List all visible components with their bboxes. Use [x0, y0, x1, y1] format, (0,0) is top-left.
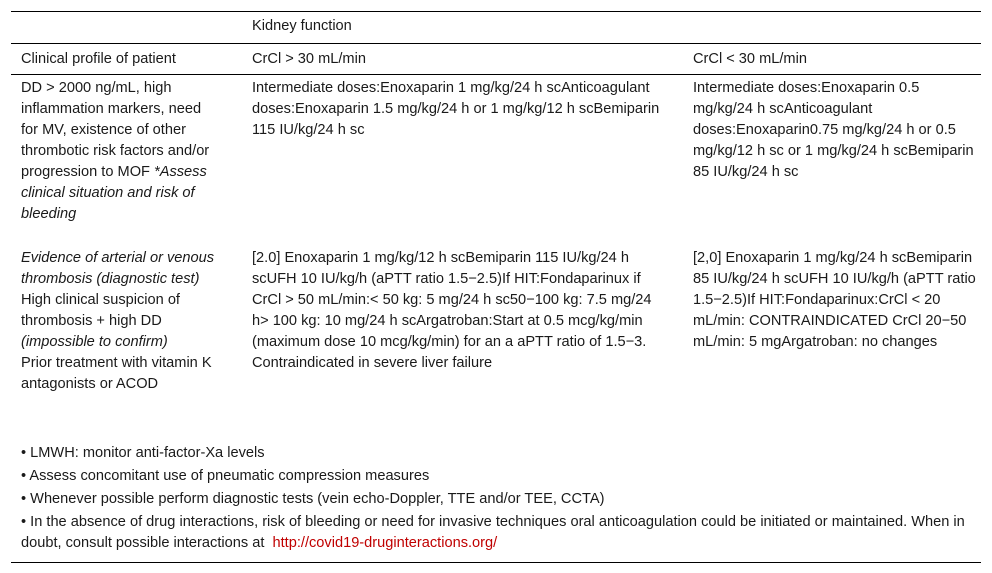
column-header-crcl-lt30: CrCl < 30 mL/min — [693, 51, 807, 67]
table-bottom-rule — [11, 562, 981, 563]
subheader-rule — [11, 74, 981, 75]
row2-clinical-profile — [21, 248, 216, 395]
row2-crcl-gt30-dosing: [2.0] Enoxaparin 1 mg/kg/12 h scBemiparin 115 IU/kg/24 h scUFH 10 IU/kg/h (aPTT ratio 1.5−2.5)If HIT:Fondaparinux if CrCl > 50 mL/min:< 50 kg: 5 mg/24 h sc50−100 kg: 7.5 mg/24 h> 100 kg: 10 mg/24 h scArgatroban:Start at 0.5 mcg/kg/min (maximum dose 10 mcg/kg/min) for an a aPTT ratio of 1.5−3. Contraindicated in severe liver failure — [252, 250, 652, 371]
row1-clinical-profile — [21, 78, 216, 225]
row2-crcl-lt30-dosing: [2,0] Enoxaparin 1 mg/kg/24 h scBemiparin 85 IU/kg/24 h scUFH 10 IU/kg/h (aPTT ratio 1.5−2.5)If HIT:Fondaparinux:CrCl < 20 mL/min: CONTRAINDICATED CrCl 20−50 mL/min: 5 mgArgatroban: no changes — [693, 250, 976, 350]
footnote-diagnostic-tests: • Whenever possible perform diagnostic tests (vein echo-Doppler, TTE and/or TEE, CCTA) — [21, 491, 605, 507]
row1-profile-note: *Assess clinical situation and risk of bleeding — [21, 164, 207, 222]
row2-profile-high-suspicion — [21, 290, 216, 353]
footnote-lmwh: • LMWH: monitor anti-factor-Xa levels — [21, 445, 265, 461]
column-header-crcl-gt30: CrCl > 30 mL/min — [252, 51, 366, 67]
row2-profile-prior-treatment: Prior treatment with vitamin K antagonists or ACOD — [21, 355, 212, 392]
column-header-clinical-profile: Clinical profile of patient — [21, 51, 176, 67]
footnote-drug-interactions-text: • In the absence of drug interactions, risk of bleeding or need for invasive techniques oral anticoagulation could be initiated or maintained. When in doubt, consult possible interactions at — [21, 514, 965, 551]
row1-crcl-gt30-dosing: Intermediate doses:Enoxaparin 1 mg/kg/24 h scAnticoagulant doses:Enoxaparin 1.5 mg/kg/24 h or 1 mg/kg/12 h scBemiparin 115 IU/kg/24 h sc — [252, 80, 660, 138]
header-rule — [11, 43, 981, 44]
row1-profile-text: DD > 2000 ng/mL, high inflammation markers, need for MV, existence of other thrombotic risk factors and/or progression to MOF — [21, 80, 210, 180]
row2-profile-thrombosis-evidence: Evidence of arterial or venous thrombosis (diagnostic test) — [21, 250, 215, 287]
table-top-rule — [11, 11, 981, 12]
footnote-drug-interactions — [21, 512, 976, 554]
kidney-function-group-header: Kidney function — [252, 18, 352, 34]
row2-profile-high-suspicion-text: High clinical suspicion of thrombosis + high DD — [21, 292, 180, 329]
drug-interactions-link[interactable]: http://covid19-druginteractions.org/ — [272, 535, 498, 551]
row2-profile-high-suspicion-note: (impossible to confirm) — [21, 334, 168, 350]
row1-crcl-lt30-dosing: Intermediate doses:Enoxaparin 0.5 mg/kg/24 h scAnticoagulant doses:Enoxaparin0.75 mg/kg/24 h or 0.5 mg/kg/12 h sc or 1 mg/kg/24 h scBemiparin 85 IU/kg/24 h sc — [693, 80, 974, 180]
footnote-compression: • Assess concomitant use of pneumatic compression measures — [21, 468, 430, 484]
